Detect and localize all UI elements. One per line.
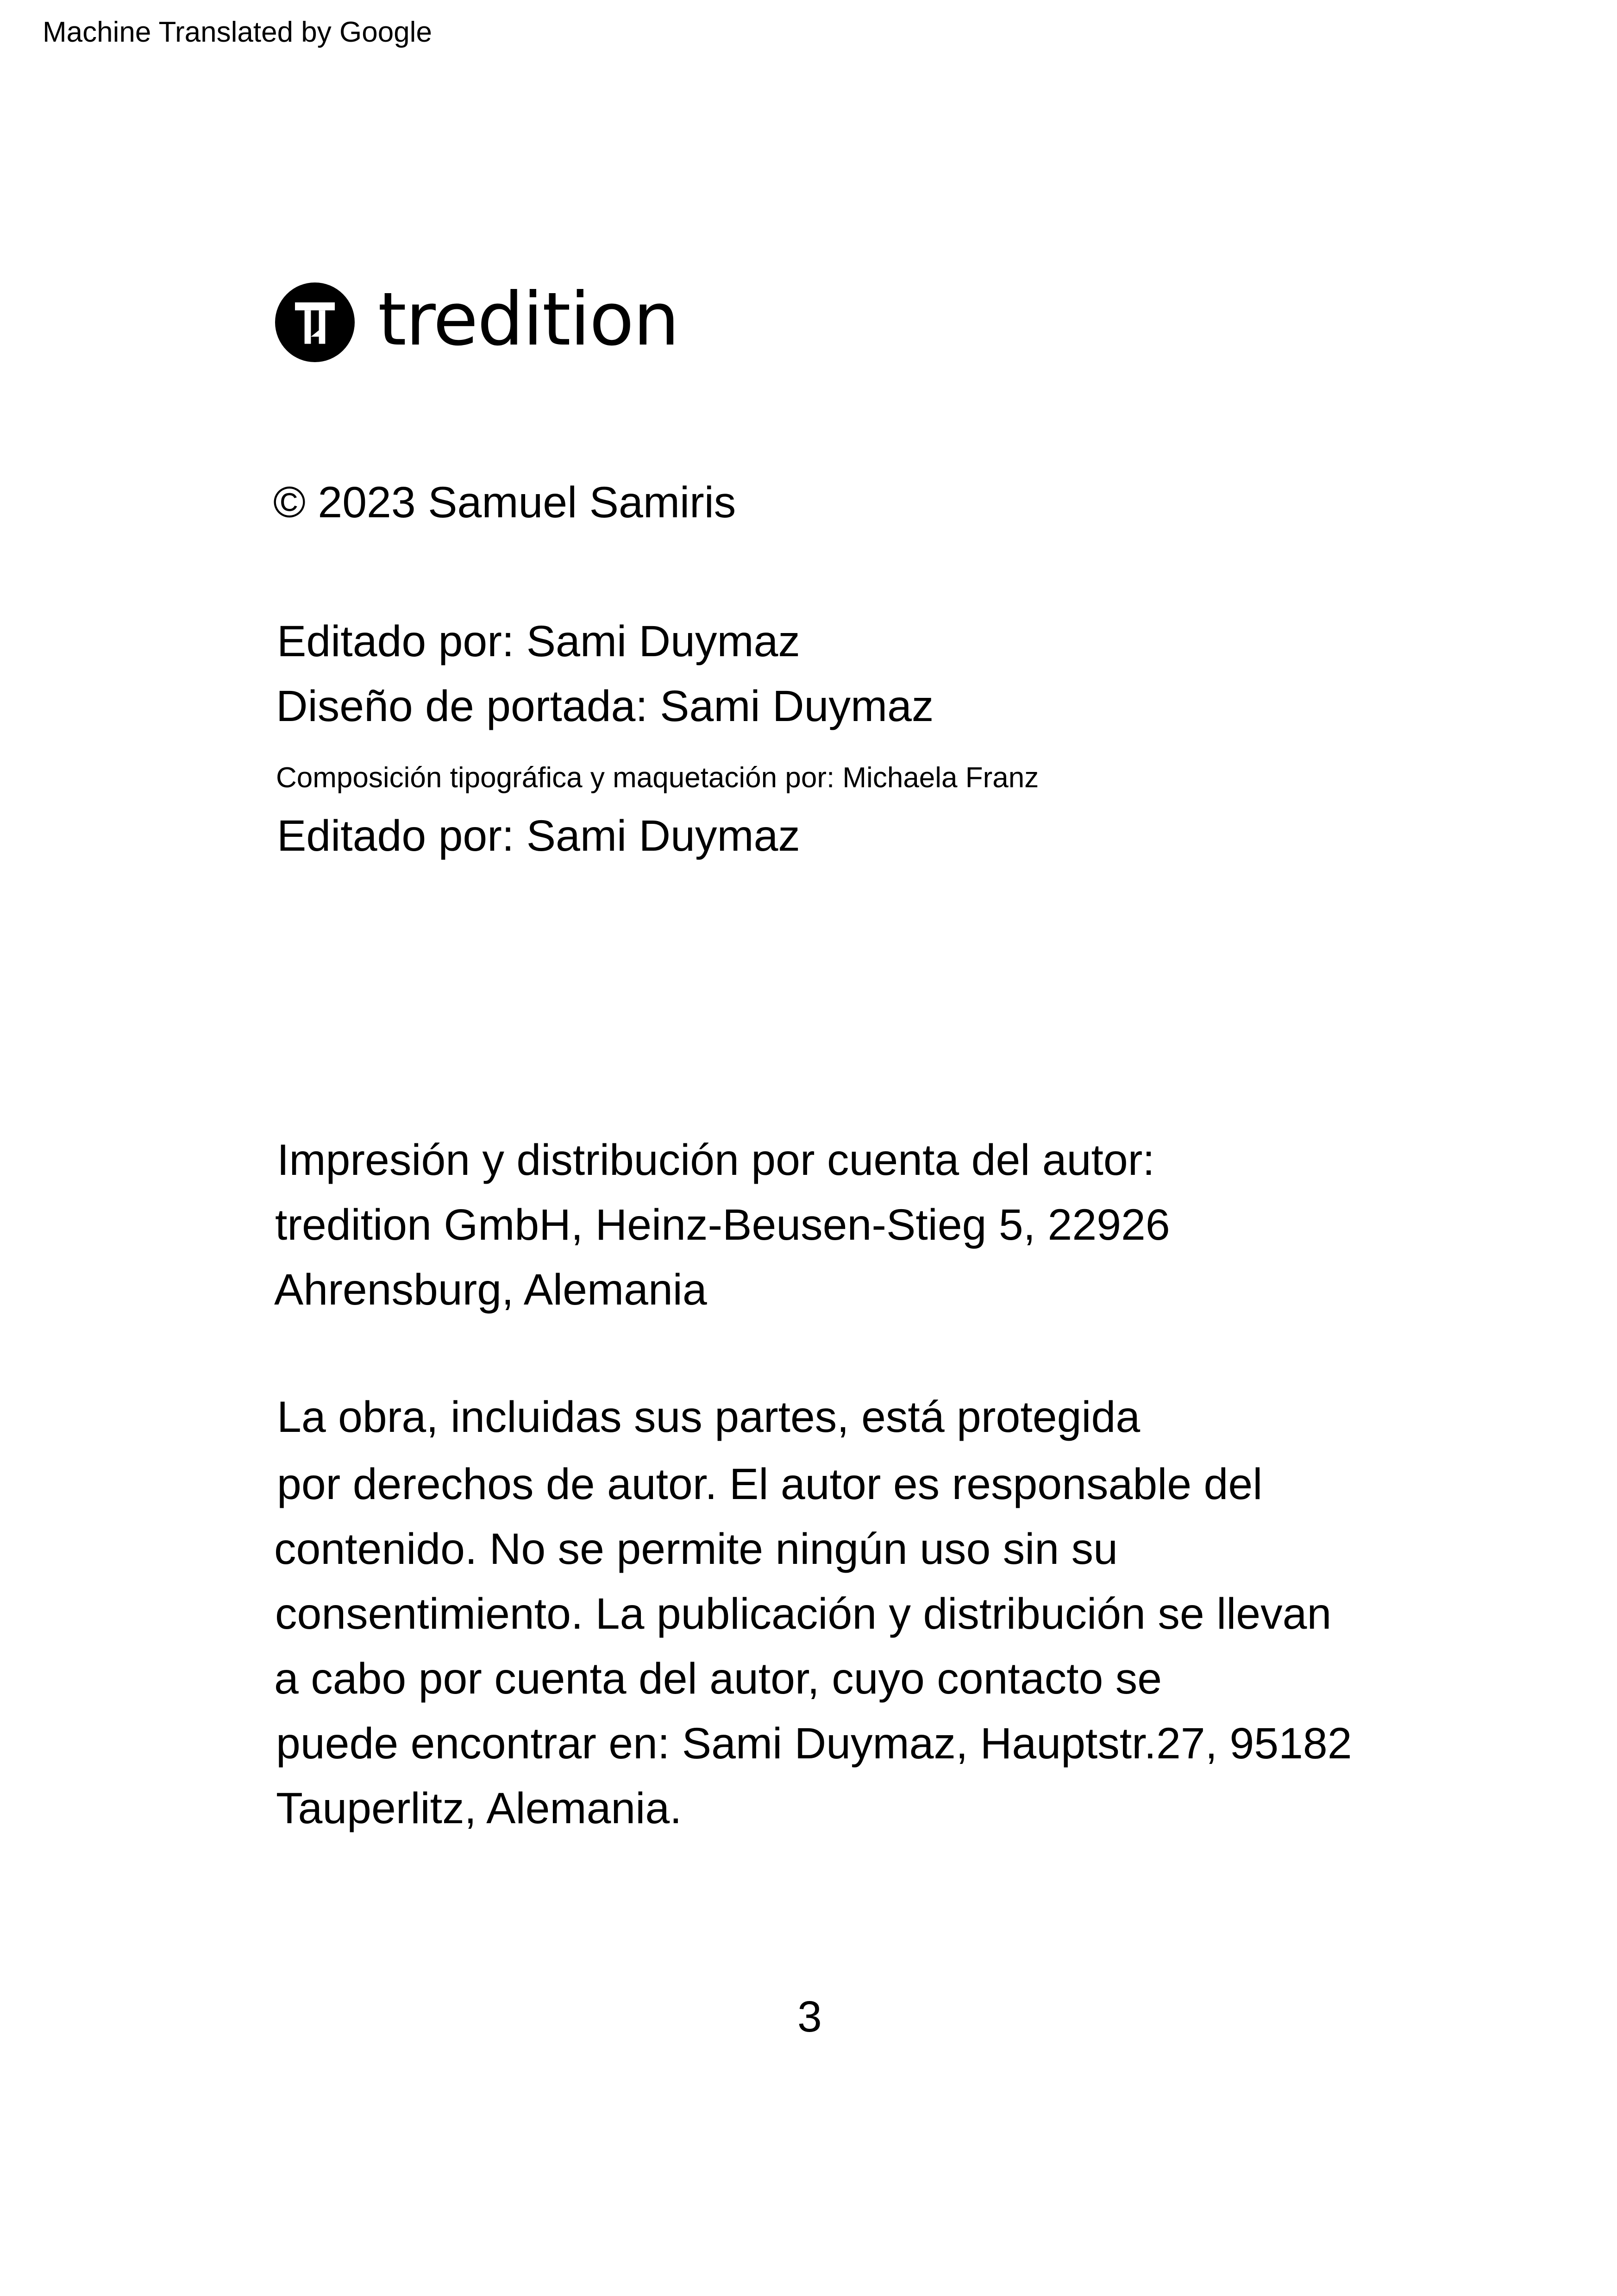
machine-translation-banner: Machine Translated by Google	[43, 16, 432, 48]
logo-wordmark: tredition	[378, 277, 679, 362]
copyright-notice-line: La obra, incluidas sus partes, está protegida	[277, 1393, 1141, 1442]
printing-line: Ahrensburg, Alemania	[274, 1265, 707, 1314]
typesetting-line: Composición tipográfica y maquetación por: Michaela Franz	[276, 762, 1039, 794]
page-number: 3	[797, 1992, 822, 2041]
cover-design-line: Diseño de portada: Sami Duymaz	[276, 682, 934, 731]
tredition-logo-icon	[275, 282, 355, 362]
printing-line: Impresión y distribución por cuenta del autor:	[277, 1135, 1155, 1185]
printing-line: tredition GmbH, Heinz-Beusen-Stieg 5, 22926	[275, 1200, 1170, 1249]
copyright-line: © 2023 Samuel Samiris	[273, 478, 736, 527]
edited-by-line: Editado por: Sami Duymaz	[277, 617, 800, 666]
copyright-notice-line: puede encontrar en: Sami Duymaz, Hauptstr.27, 95182	[276, 1719, 1352, 1768]
copyright-notice-line: por derechos de autor. El autor es responsable del	[277, 1460, 1263, 1509]
copyright-notice-line: contenido. No se permite ningún uso sin su	[274, 1524, 1118, 1574]
copyright-notice-line: consentimiento. La publicación y distribución se llevan	[275, 1589, 1332, 1638]
edited-by-line-repeat: Editado por: Sami Duymaz	[277, 811, 800, 860]
copyright-notice-line: Tauperlitz, Alemania.	[276, 1784, 682, 1833]
copyright-notice-line: a cabo por cuenta del autor, cuyo contacto se	[274, 1654, 1162, 1703]
publisher-logo	[275, 277, 679, 364]
